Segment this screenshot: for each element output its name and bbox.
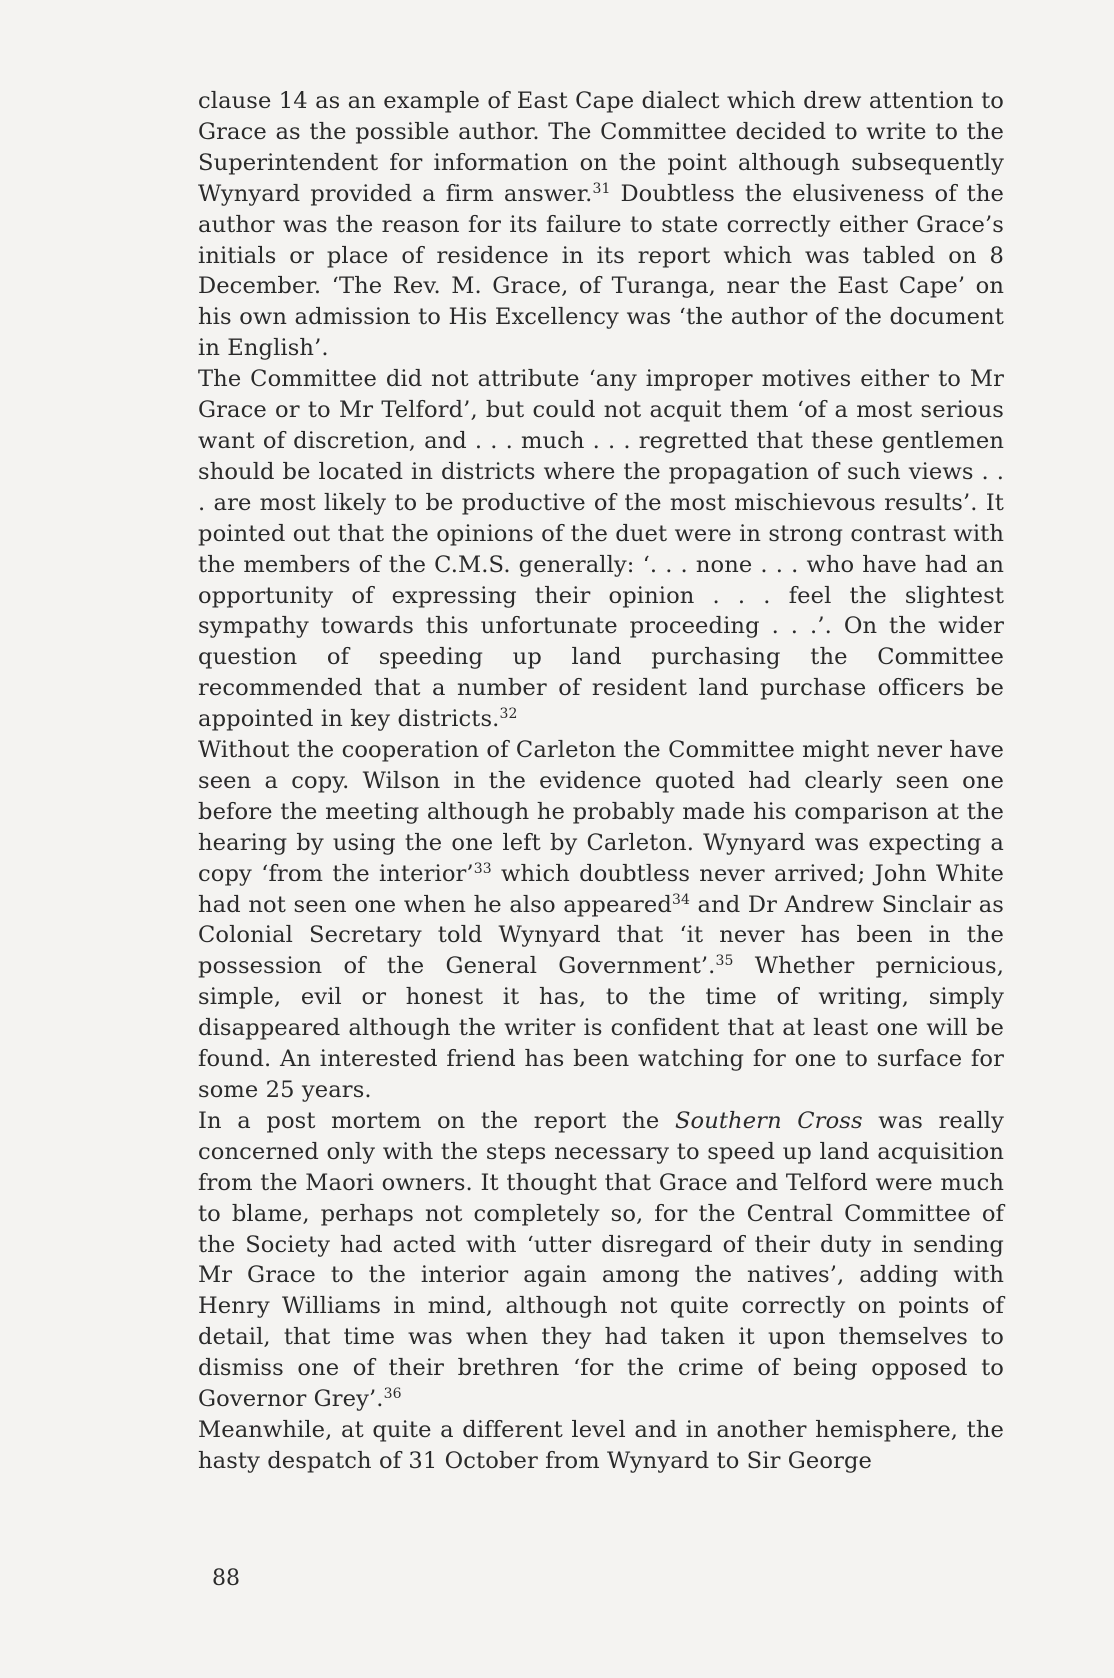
text-segment: was really concerned only with the steps necessary to speed up land acquisition from the Maori owners. It thought that Grace and Telford were much to blame, perhaps not completely so, for the Central Committee of the Society had acted with ‘utter disregard of their duty in sending Mr Grace to the interior again among the natives’, adding with Henry Williams in mind, although not quite correctly on points of detail, that time was when they had taken it upon themselves to dismiss one of their brethren ‘for the crime of being opposed to Governor Grey’. [198,1107,1004,1413]
footnote-marker: 31 [592,180,611,197]
text-segment: Whether pernicious, simple, evil or honest it has, to the time of writing, simply disappeared although the writer is confident that at least one will be found. An interested friend has been watching for one to surface for some 25 years. [198,953,1004,1103]
paragraph [198,1106,1004,1415]
paragraph [198,364,1004,735]
paragraph [198,86,1004,364]
italic-title: Southern Cross [674,1107,863,1134]
paragraph [198,735,1004,1106]
text-segment: The Committee did not attribute ‘any improper motives either to Mr Grace or to Mr Telford’, but could not acquit them ‘of a most serious want of discretion, and . . . much . . . regretted that these gentlemen should be located in districts where the propagation of such views . . . are most likely to be productive of the most mischievous results’. It pointed out that the opinions of the duet were in strong contrast with the members of the C.M.S. generally: ‘. . . none . . . who have had an opportunity of expressing their opinion . . . feel the slightest sympathy towards this unfortunate proceeding . . .’. On the wider question of speeding up land purchasing the Committee recommended that a number of resident land purchase officers be appointed in key districts. [198,366,1004,733]
text-segment: which doubtless never arrived; John White had not seen one when he also appeared [198,860,1004,918]
paragraph [198,1415,1004,1477]
footnote-marker: 33 [473,860,492,877]
page-number: 88 [212,1566,240,1591]
footnote-marker: 35 [715,953,734,970]
footnote-marker: 36 [383,1386,402,1403]
text-segment: and Dr Andrew Sinclair as Colonial Secretary told Wynyard that ‘it never has been in the possession of the General Government’. [198,891,1004,980]
footnote-marker: 34 [671,891,690,908]
text-segment: Doubtless the elusiveness of the author was the reason for its failure to state correctly either Grace’s initials or place of residence in its report which was tabled on 8 December. ‘The Rev. M. Grace, of Turanga, near the East Cape’ on his own admission to His Excellency was ‘the author of the document in English’. [198,180,1004,362]
text-segment: clause 14 as an example of East Cape dialect which drew attention to Grace as the possible author. The Committee decided to write to the Superintendent for information on the point although subsequently Wynyard provided a firm answer. [198,88,1004,207]
text-segment: In a post mortem on the report the [198,1107,675,1134]
footnote-marker: 32 [499,706,518,723]
text-segment: Meanwhile, at quite a different level and in another hemisphere, the hasty despatch of 31 October from Wynyard to Sir George [198,1416,1004,1474]
body-text [198,86,1004,1477]
text-segment: Without the cooperation of Carleton the Committee might never have seen a copy. Wilson in the evidence quoted had clearly seen one before the meeting although he probably made his comparison at the hearing by using the one left by Carleton. Wynyard was expecting a copy ‘from the interior’ [198,737,1004,887]
